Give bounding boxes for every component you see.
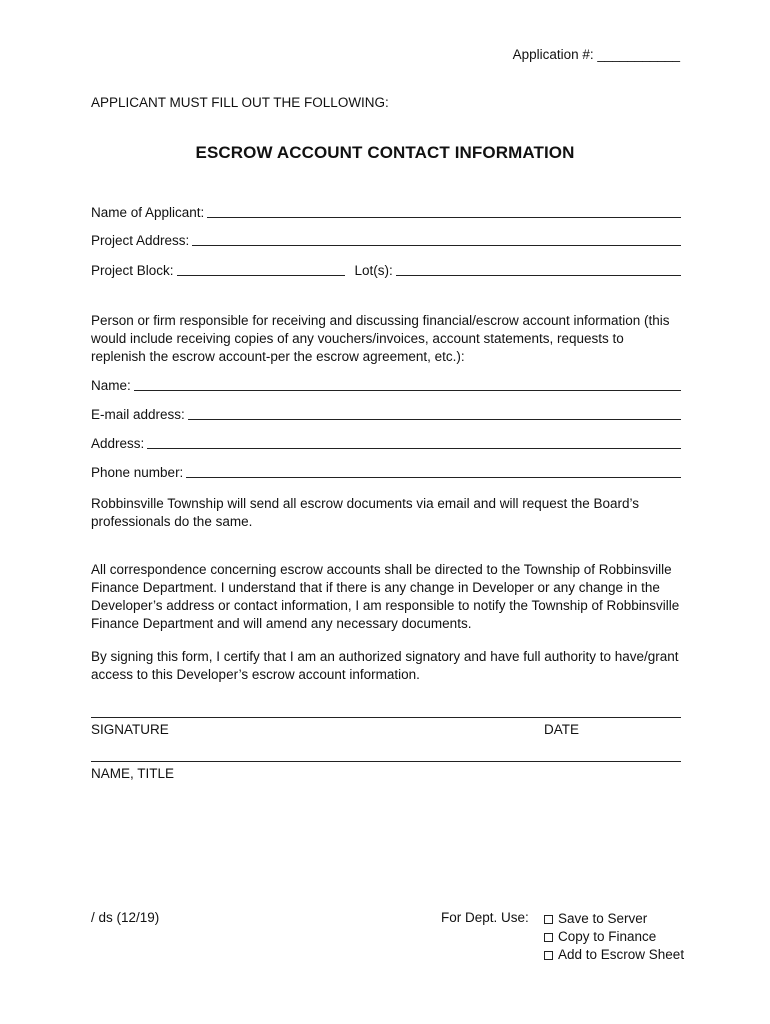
checklist-item-label: Copy to Finance <box>558 929 657 944</box>
dept-use-checklist <box>544 910 684 964</box>
responsible-party-intro: Person or firm responsible for receiving and discussing financial/escrow account information (this would include receiving copies of any vouchers/invoices, account statements, requests to replenish the escrow account-per the escrow agreement, etc.): <box>91 313 670 364</box>
contact-phone-field[interactable] <box>186 466 681 478</box>
contact-address-row <box>91 436 681 451</box>
checkbox-icon[interactable] <box>544 933 553 942</box>
contact-name-row <box>91 378 681 393</box>
name-of-applicant-row <box>91 205 681 220</box>
dept-use-label: For Dept. Use: <box>441 910 529 925</box>
date-label: DATE <box>544 722 580 737</box>
signature-line[interactable] <box>91 717 681 718</box>
contact-email-field[interactable] <box>188 408 681 420</box>
contact-phone-label: Phone number: <box>91 465 184 480</box>
checklist-item-add-to-escrow-sheet <box>544 946 684 964</box>
checklist-item-copy-to-finance <box>544 928 684 946</box>
name-of-applicant-field[interactable] <box>207 206 681 218</box>
project-address-row <box>91 233 681 248</box>
form-revision-code: / ds (12/19) <box>91 910 160 925</box>
contact-address-label: Address: <box>91 436 145 451</box>
checklist-item-save-to-server <box>544 910 684 928</box>
checklist-item-label: Save to Server <box>558 911 648 926</box>
project-block-field[interactable] <box>177 264 345 276</box>
lots-field[interactable] <box>396 264 681 276</box>
project-block-label: Project Block: <box>91 263 174 278</box>
certification-statement: By signing this form, I certify that I am an authorized signatory and have full authority to have/grant access to this Developer’s escrow account information. <box>91 649 679 682</box>
correspondence-notice: All correspondence concerning escrow accounts shall be directed to the Township of Robbinsville Finance Department. I understand that if there is any change in Developer or any change in the Developer’s address or contact information, I am responsible to notify the Township of Robbinsville Finance Department and will amend any necessary documents. <box>91 562 680 631</box>
checkbox-icon[interactable] <box>544 951 553 960</box>
application-number: Application #: ___________ <box>512 47 680 62</box>
instruction-heading: APPLICANT MUST FILL OUT THE FOLLOWING: <box>91 95 389 110</box>
name-title-line[interactable] <box>91 761 681 762</box>
contact-name-field[interactable] <box>134 379 681 391</box>
contact-address-field[interactable] <box>147 437 681 449</box>
project-address-label: Project Address: <box>91 233 190 248</box>
email-notice: Robbinsville Township will send all escrow documents via email and will request the Board’s professionals do the same. <box>91 496 640 529</box>
checkbox-icon[interactable] <box>544 915 553 924</box>
contact-email-label: E-mail address: <box>91 407 185 422</box>
checklist-item-label: Add to Escrow Sheet <box>558 947 685 962</box>
project-address-field[interactable] <box>192 234 681 246</box>
page-title: ESCROW ACCOUNT CONTACT INFORMATION <box>195 143 575 162</box>
name-title-label: NAME, TITLE <box>91 766 175 781</box>
project-block-row <box>91 263 681 278</box>
contact-name-label: Name: <box>91 378 131 393</box>
contact-email-row <box>91 407 681 422</box>
lots-label: Lot(s): <box>354 263 393 278</box>
name-of-applicant-label: Name of Applicant: <box>91 205 205 220</box>
contact-phone-row <box>91 465 681 480</box>
signature-label: SIGNATURE <box>91 722 169 737</box>
